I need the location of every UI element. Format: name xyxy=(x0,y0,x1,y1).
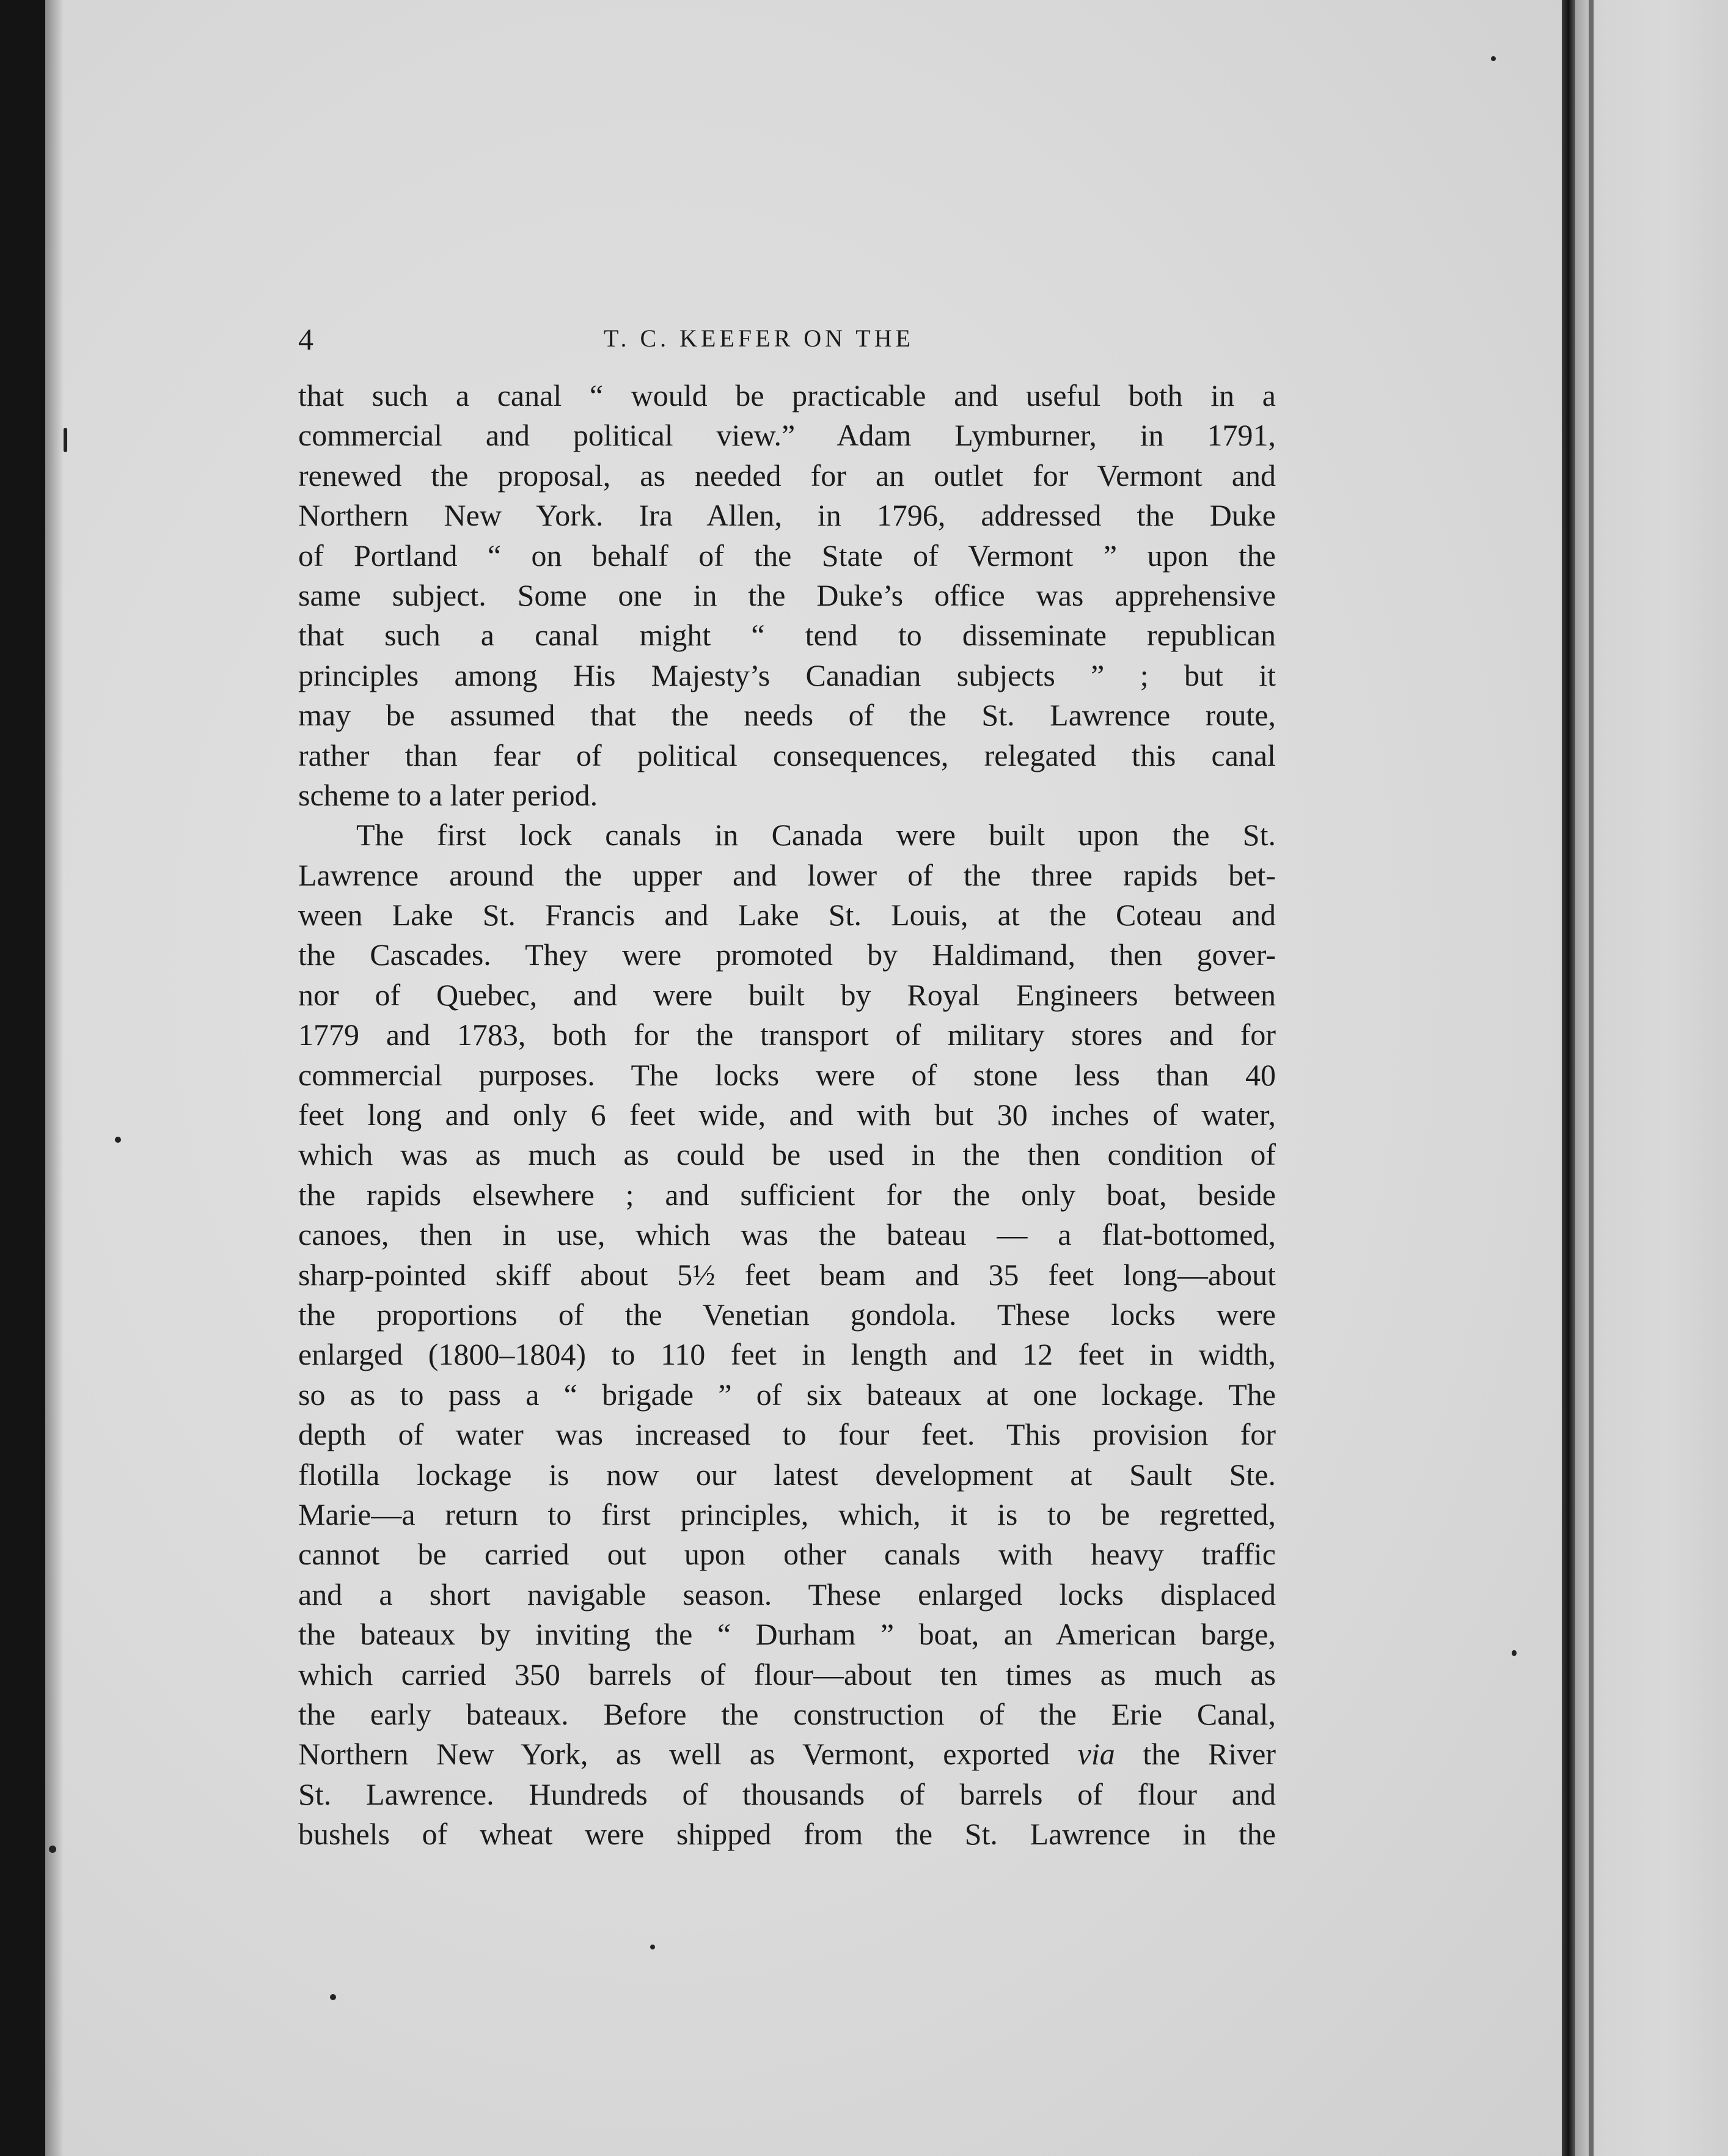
scan-speck xyxy=(330,1994,336,2000)
text-line: the Cascades. They were promoted by Haldimand, then gover- xyxy=(298,937,1276,972)
text-line: nor of Quebec, and were built by Royal Engineers between xyxy=(298,977,1276,1012)
text-line: renewed the proposal, as needed for an outlet for Vermont and xyxy=(298,458,1276,493)
text-line: principles among His Majesty’s Canadian subjects ” ; but it xyxy=(298,658,1276,692)
text-line: the bateaux by inviting the “ Durham ” boat, an American barge, xyxy=(298,1617,1276,1652)
text-line: may be assumed that the needs of the St. Lawrence route, xyxy=(298,698,1276,733)
text-line: sharp-pointed skiff about 5½ feet beam and 35 feet long—about xyxy=(298,1257,1276,1292)
text-line: Lawrence around the upper and lower of the three rapids bet- xyxy=(298,857,1276,892)
text-line: cannot be carried out upon other canals with heavy traffic xyxy=(298,1537,1276,1572)
gutter-line-secondary xyxy=(1589,0,1594,2156)
text-line: ween Lake St. Francis and Lake St. Louis, at the Coteau and xyxy=(298,898,1276,933)
text-line: of Portland “ on behalf of the State of Vermont ” upon the xyxy=(298,538,1276,573)
text-line: rather than fear of political consequences, relegated this canal xyxy=(298,738,1276,772)
scan-speck xyxy=(650,1945,655,1949)
italic-word: via xyxy=(1077,1737,1115,1772)
text-line: The first lock canals in Canada were built upon the St. xyxy=(356,818,1276,853)
page-edge-shadow xyxy=(45,0,64,2156)
text-line: Marie—a return to first principles, which, it is to be regretted, xyxy=(298,1497,1276,1531)
text-line: commercial purposes. The locks were of stone less than 40 xyxy=(298,1057,1276,1092)
text-line: enlarged (1800–1804) to 110 feet in length and 12 feet in width, xyxy=(298,1337,1276,1372)
text-line: so as to pass a “ brigade ” of six bateaux at one lockage. The xyxy=(298,1377,1276,1412)
text-line: and a short navigable season. These enlarged locks displaced xyxy=(298,1577,1276,1612)
text-line: the rapids elsewhere ; and sufficient for the only boat, beside xyxy=(298,1177,1276,1212)
text-line: the proportions of the Venetian gondola. These locks were xyxy=(298,1297,1276,1332)
text-line: the early bateaux. Before the construction of the Erie Canal, xyxy=(298,1696,1276,1731)
next-page-strip xyxy=(1572,0,1728,2156)
scan-speck xyxy=(64,428,67,452)
text-line: Northern New York. Ira Allen, in 1796, addressed the Duke xyxy=(298,498,1276,533)
text-line: canoes, then in use, which was the bateau — a flat-bottomed, xyxy=(298,1217,1276,1252)
body-text xyxy=(298,376,1276,1854)
text-line: 1779 and 1783, both for the transport of military stores and for xyxy=(298,1018,1276,1052)
text-line: scheme to a later period. xyxy=(298,777,598,812)
text-line: feet long and only 6 feet wide, and with but 30 inches of water, xyxy=(298,1098,1276,1132)
text-line: commercial and political view.” Adam Lymburner, in 1791, xyxy=(298,418,1276,453)
gutter-line xyxy=(1562,0,1575,2156)
running-head: T. C. KEEFER ON THE xyxy=(604,324,915,352)
page-header xyxy=(298,321,1276,358)
text-line: which carried 350 barrels of flour—about ten times as much as xyxy=(298,1657,1276,1692)
text-line: that such a canal might “ tend to disseminate republican xyxy=(298,618,1276,653)
text-line: Northern New York, as well as Vermont, exported via the River xyxy=(298,1737,1276,1772)
text-line: depth of water was increased to four feet. This provision for xyxy=(298,1417,1276,1452)
text-line: that such a canal “ would be practicable and useful both in a xyxy=(298,378,1276,413)
scan-speck xyxy=(115,1137,121,1143)
text-line: which was as much as could be used in the then condition of xyxy=(298,1137,1276,1172)
text-line: St. Lawrence. Hundreds of thousands of barrels of flour and xyxy=(298,1777,1276,1811)
scan-speck xyxy=(1512,1650,1517,1656)
scan-speck xyxy=(1491,56,1496,61)
scan-speck xyxy=(49,1846,56,1853)
page-number: 4 xyxy=(298,322,314,356)
text-line: same subject. Some one in the Duke’s office was apprehensive xyxy=(298,578,1276,612)
text-line: flotilla lockage is now our latest development at Sault Ste. xyxy=(298,1457,1276,1492)
text-line: bushels of wheat were shipped from the St. Lawrence in the xyxy=(298,1817,1276,1852)
